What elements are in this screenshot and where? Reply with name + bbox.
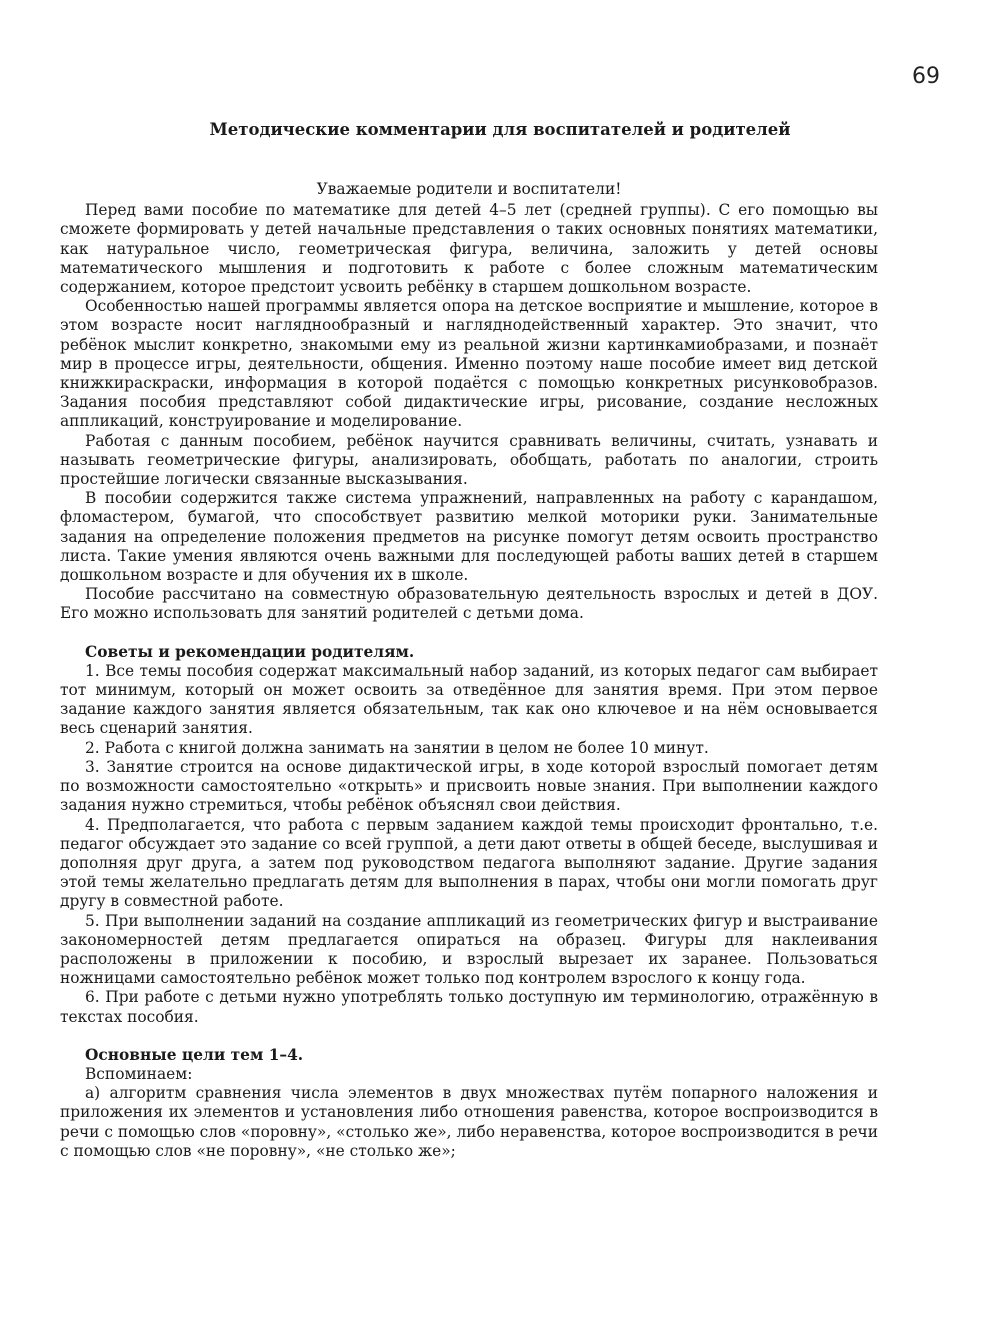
advice-item: 2. Работа с книгой должна занимать на занятии в целом не более 10 минут. (85, 738, 709, 757)
paragraph: В пособии содержится также система упражнений, направленных на работу с карандашом, фломастером, бумагой, что способствует развитию мелкой моторики руки. Занимательные задания на определение положения предметов на рисунке помогут детям освоить пространство листа. Такие умения являются очень важными для последующей работы ваших детей в старшем дошкольном возрасте и для обучения их в школе. (60, 489, 878, 585)
page-number: 69 (912, 64, 940, 89)
paragraph: Особенностью нашей программы является опора на детское восприятие и мышление, которое в этом возрасте носит нагляднообразный и нагляднодейственный характер. Это значит, что ребёнок мыслит конкретно, знакомыми ему из реальной жизни картинкамиобразами, и познаёт мир в процессе игры, деятельности, общения. Именно поэтому наше пособие имеет вид детской книжкираскраски, информация в которой подаётся с помощью конкретных рисунковобразов. Задания пособия представляют собой дидактические игры, рисование, создание несложных аппликаций, конструирование и моделирование. (60, 297, 878, 431)
advice-item: 3. Занятие строится на основе дидактической игры, в ходе которой взрослый помогает детям по возможности самостоятельно «открыть» и присвоить новые знания. При выполнении каждого задания нужно стремиться, чтобы ребёнок объяснял свои действия. (60, 757, 878, 815)
advice-item: 1. Все темы пособия содержат максимальный набор заданий, из которых педагог сам выбирает тот минимум, который он может освоить за отведённое для занятия время. При этом первое задание каждого занятия является обязательным, так как оно ключевое и на нём основывается весь сценарий занятия. (60, 661, 878, 738)
paragraph: Пособие рассчитано на совместную образовательную деятельность взрослых и детей в ДОУ. Его можно использовать для занятий родителей с детьми дома. (60, 585, 878, 623)
advice-item: 4. Предполагается, что работа с первым заданием каждой темы происходит фронтально, т.е. педагог обсуждает это задание со всей группой, а дети дают ответы в общей беседе, выслушивая и дополняя друг друга, а затем под руководством педагога выполняют задание. Другие задания этой темы желательно предлагать детям для выполнения в парах, чтобы они могли помогать друг другу в совместной работе. (60, 815, 878, 911)
advice-heading: Советы и рекомендации родителям. (85, 642, 415, 661)
advice-item: 5. При выполнении заданий на создание аппликаций из геометрических фигур и выстраивание закономерностей детям предлагается опираться на образец. Фигуры для наклеивания расположены в приложении к пособию, и взрослый вырезает их заранее. Пользоваться ножницами самостоятельно ребёнок может только под контролем взрослого к концу года. (60, 911, 878, 988)
page-title: Методические комментарии для воспитателей и родителей (209, 120, 791, 139)
paragraph: Работая с данным пособием, ребёнок научится сравнивать величины, считать, узнавать и называть геометрические фигуры, анализировать, обобщать, работать по аналогии, строить простейшие логически связанные высказывания. (60, 431, 878, 489)
paragraph: Перед вами пособие по математике для детей 4–5 лет (средней группы). С его помощью вы сможете формировать у детей начальные представления о таких основных понятиях математики, как натуральное число, геометрическая фигура, величина, заложить у детей основы математического мышления и подготовить к работе с более сложным математическим содержанием, которое предстоит усвоить ребёнку в старшем дошкольном возрасте. (60, 201, 878, 297)
advice-item: 6. При работе с детьми нужно употреблять только доступную им терминологию, отражённую в текстах пособия. (60, 988, 878, 1026)
goals-item: а) алгоритм сравнения числа элементов в двух множествах путём попарного наложения и приложения их элементов и установления либо отношения равенства, которое воспроизводится в речи с помощью слов «поровну», «столько же», либо неравенства, которое воспроизводится в речи с помощью слов «не поровну», «не столько же»; (60, 1084, 878, 1160)
salutation: Уважаемые родители и воспитатели! (316, 180, 622, 198)
goals-lead: Вспоминаем: (85, 1064, 193, 1083)
goals-heading: Основные цели тем 1–4. (85, 1045, 304, 1064)
body-text (60, 180, 878, 1161)
